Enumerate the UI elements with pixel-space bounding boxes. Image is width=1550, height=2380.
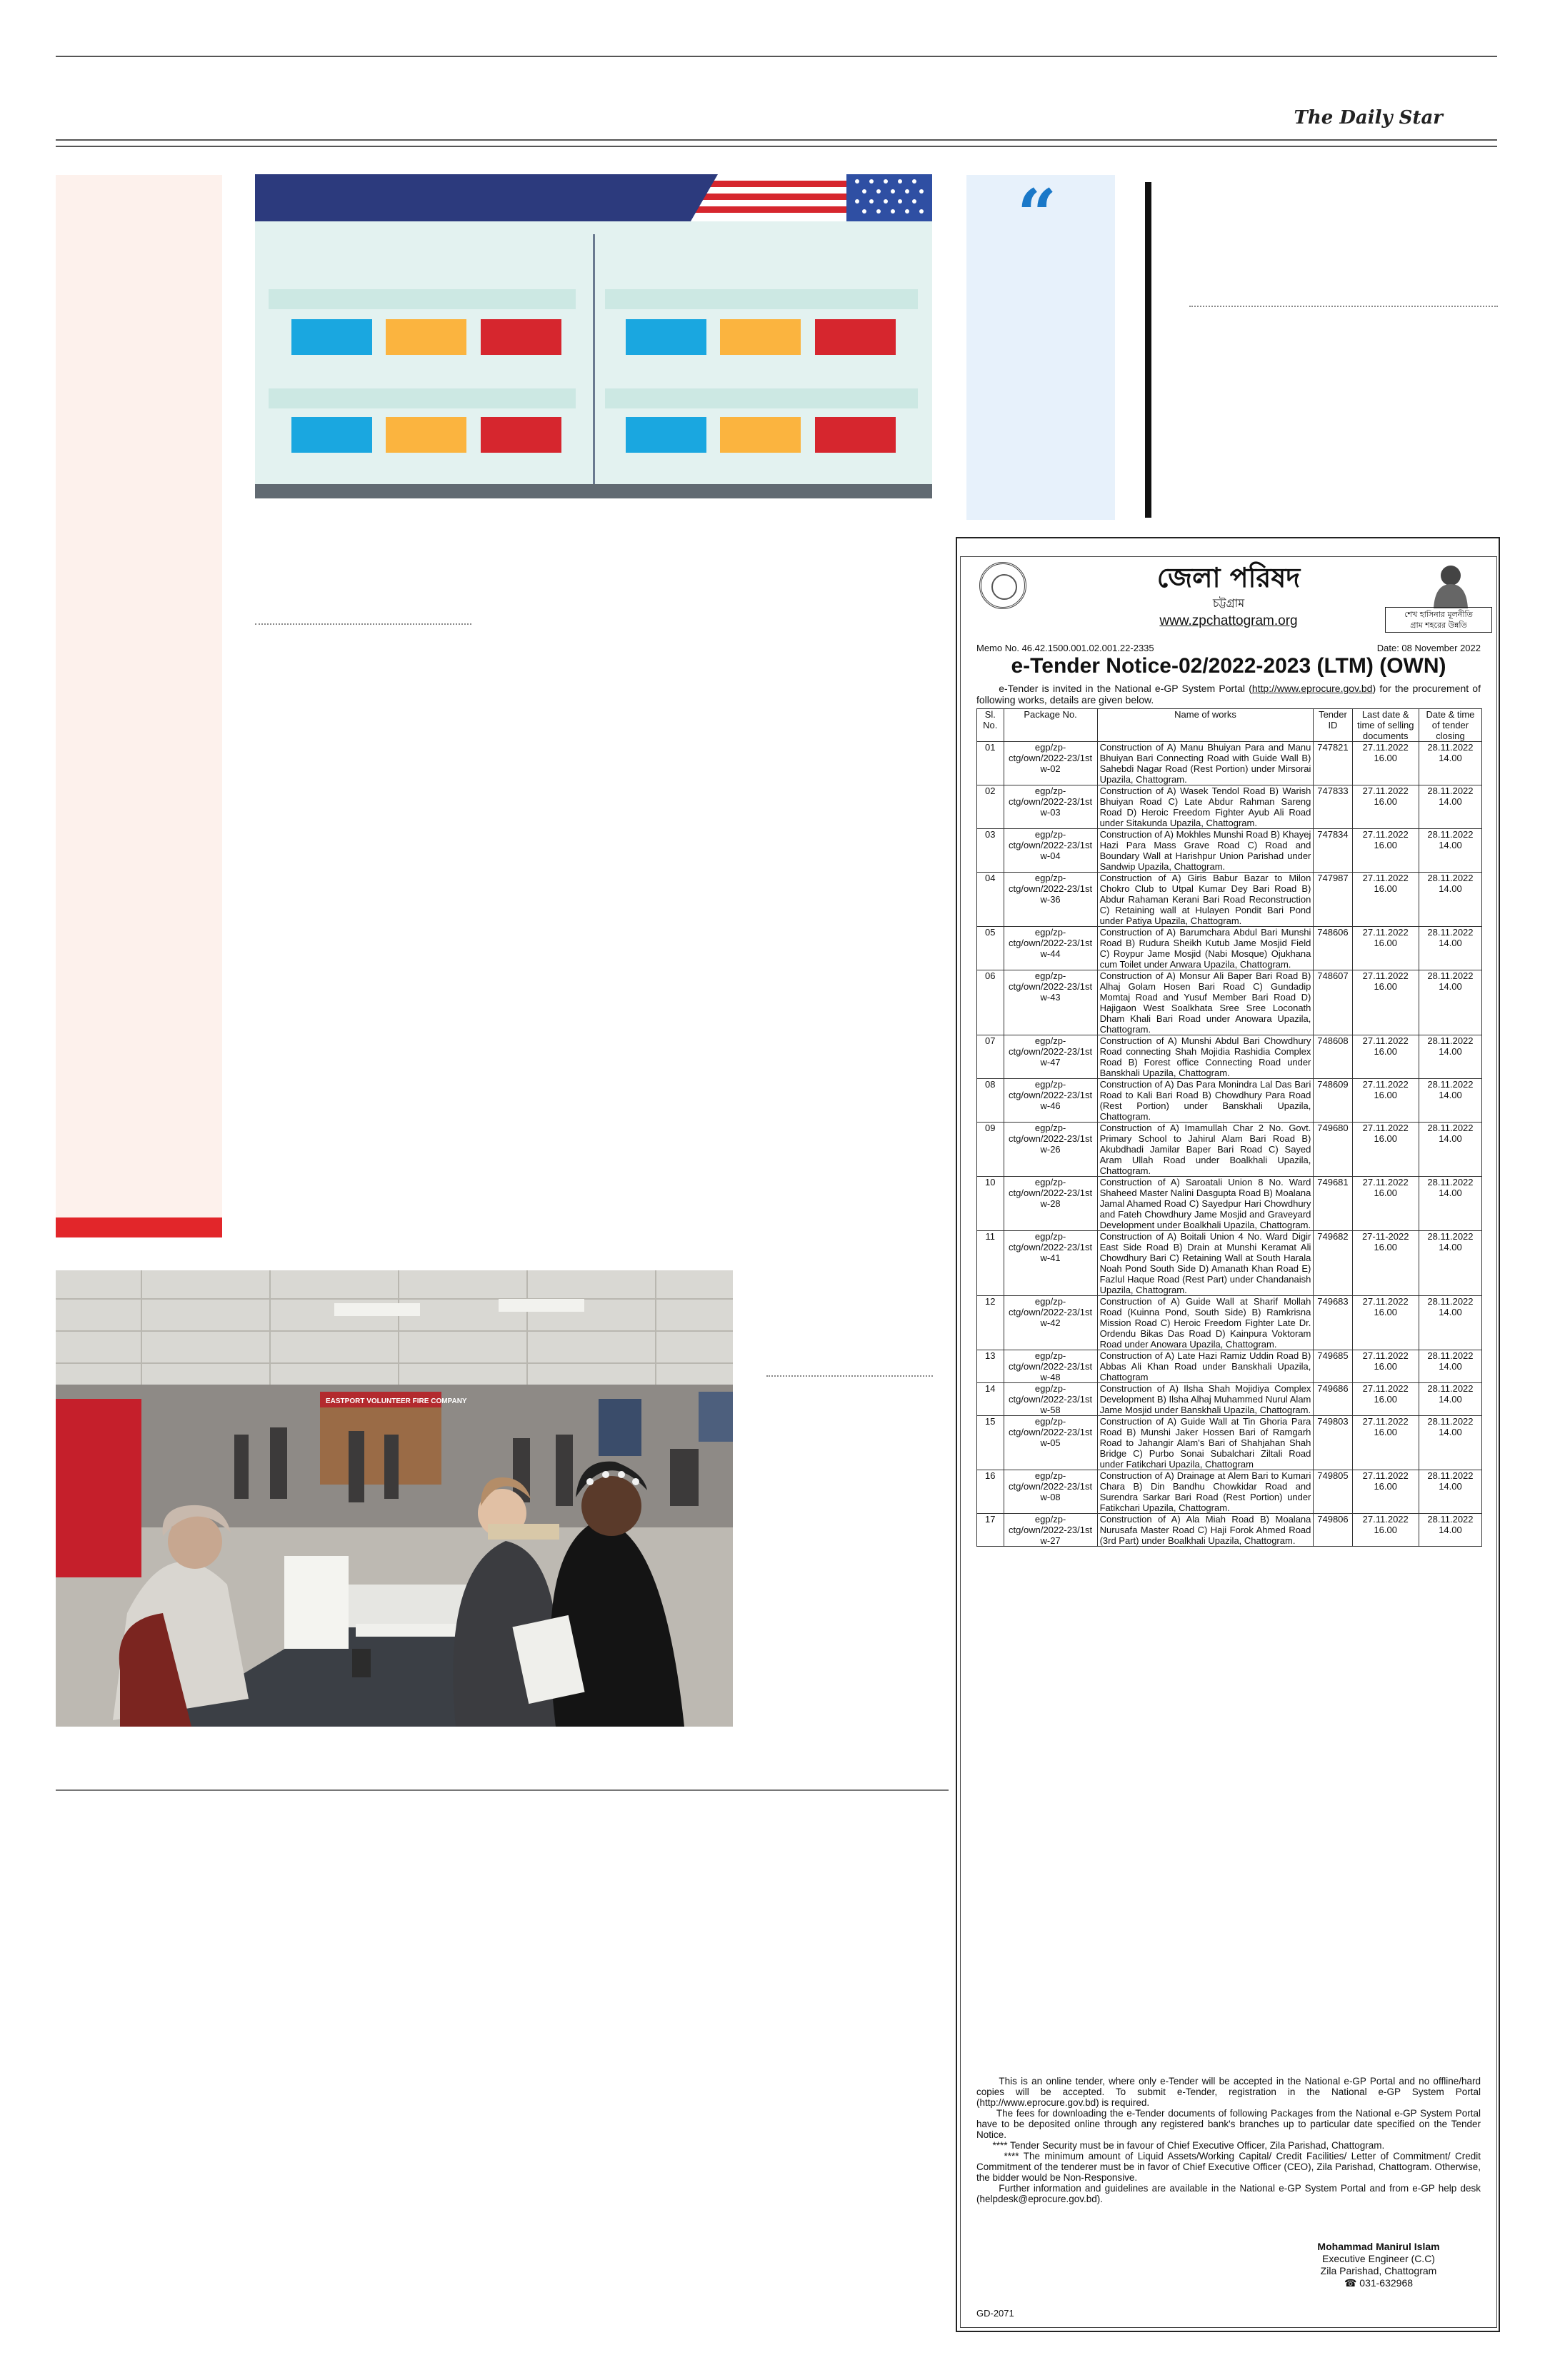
serial-cell: 05 bbox=[977, 927, 1004, 970]
sidebar-panel bbox=[56, 175, 222, 1217]
news-photo bbox=[56, 1270, 733, 1727]
note-paragraph bbox=[976, 2183, 1481, 2204]
signatory-name: Mohammad Manirul Islam bbox=[1317, 2241, 1440, 2252]
selling-date-cell: 27.11.2022 16.00 bbox=[1352, 1035, 1419, 1079]
note-text: The fees for downloading the e-Tender documents of following Packages from the National e-GP System Portal have to be deposited online through any registered bank's branches up to particular date specified on the Tender Notice. bbox=[976, 2108, 1481, 2140]
closing-date-cell: 28.11.2022 14.00 bbox=[1419, 873, 1481, 927]
work-name-cell: Construction of A) Drainage at Alem Bari to Kumari Chara B) Din Bandhu Chowkidar Road and Surendra Sarkar Bari Road (Rest Portion) under Fatikchari Upazila, Chattogram. bbox=[1097, 1470, 1314, 1514]
package-cell: egp/zp-ctg/own/2022-23/1st w-05 bbox=[1004, 1416, 1097, 1470]
serial-cell: 01 bbox=[977, 742, 1004, 785]
quote-mark-icon: “ bbox=[1017, 174, 1057, 255]
selling-date-cell: 27.11.2022 16.00 bbox=[1352, 742, 1419, 785]
signatory bbox=[1282, 2241, 1475, 2289]
package-cell: egp/zp-ctg/own/2022-23/1st w-02 bbox=[1004, 742, 1097, 785]
note-text: **** Tender Security must be in favour of Chief Executive Officer, Zila Parishad, Chattogram. bbox=[992, 2140, 1385, 2151]
selling-date-cell: 27.11.2022 16.00 bbox=[1352, 829, 1419, 873]
serial-cell: 08 bbox=[977, 1079, 1004, 1123]
work-name-cell: Construction of A) Guide Wall at Sharif Mollah Road (Kuinna Pond, South Side) B) Ramkrisna Mission Road C) Heroic Freedom Fighter Late Dr. Ordendu Bikas Das Road D) Kainpura Voktoram Road under Anowara Upazila, Chattogram. bbox=[1097, 1296, 1314, 1350]
package-cell: egp/zp-ctg/own/2022-23/1st w-43 bbox=[1004, 970, 1097, 1035]
tender-id-cell: 748606 bbox=[1314, 927, 1352, 970]
us-flag-graphic bbox=[675, 174, 932, 221]
infographic-block-blue bbox=[626, 417, 706, 453]
tender-table bbox=[976, 708, 1482, 1547]
serial-cell: 02 bbox=[977, 785, 1004, 829]
infographic-row-band bbox=[269, 289, 576, 309]
serial-cell: 09 bbox=[977, 1123, 1004, 1177]
table-row bbox=[977, 1177, 1482, 1231]
package-cell: egp/zp-ctg/own/2022-23/1st w-41 bbox=[1004, 1231, 1097, 1296]
eprocure-link[interactable]: http://www.eprocure.gov.bd bbox=[1251, 683, 1373, 694]
top-rule bbox=[56, 56, 1497, 57]
column-header: Tender ID bbox=[1314, 709, 1352, 742]
table-row bbox=[977, 927, 1482, 970]
selling-date-cell: 27.11.2022 16.00 bbox=[1352, 785, 1419, 829]
table-header-row bbox=[977, 709, 1482, 742]
infographic-block-blue bbox=[291, 417, 372, 453]
selling-date-cell: 27.11.2022 16.00 bbox=[1352, 1383, 1419, 1416]
package-cell: egp/zp-ctg/own/2022-23/1st w-46 bbox=[1004, 1079, 1097, 1123]
serial-cell: 10 bbox=[977, 1177, 1004, 1231]
notice-title: e-Tender Notice-02/2022-2023 (LTM) (OWN) bbox=[1011, 654, 1446, 678]
closing-date-cell: 28.11.2022 14.00 bbox=[1419, 829, 1481, 873]
package-cell: egp/zp-ctg/own/2022-23/1st w-47 bbox=[1004, 1035, 1097, 1079]
notice-date: Date: 08 November 2022 bbox=[1376, 643, 1481, 653]
package-cell: egp/zp-ctg/own/2022-23/1st w-03 bbox=[1004, 785, 1097, 829]
infographic-divider bbox=[593, 234, 595, 484]
column-header: Date & time of tender closing bbox=[1419, 709, 1481, 742]
tender-id-cell: 749806 bbox=[1314, 1514, 1352, 1547]
masthead-logo: The Daily Star bbox=[1294, 107, 1443, 129]
quote-vertical-bar bbox=[1145, 182, 1151, 518]
tender-id-cell: 747834 bbox=[1314, 829, 1352, 873]
package-cell: egp/zp-ctg/own/2022-23/1st w-44 bbox=[1004, 927, 1097, 970]
infographic bbox=[255, 174, 932, 498]
table-row bbox=[977, 1350, 1482, 1383]
header-rule-1 bbox=[56, 139, 1497, 141]
table-row bbox=[977, 873, 1482, 927]
serial-cell: 17 bbox=[977, 1514, 1004, 1547]
work-name-cell: Construction of A) Guide Wall at Tin Ghoria Para Road B) Munshi Jaker Hossen Bari of Ramgarh Road to Jahangir Alam's Bari of Shahjahan Shah Bridge C) Purbo Sonai Subalchari Ziltali Road under Fatikchari Upazila, Chattogram bbox=[1097, 1416, 1314, 1470]
selling-date-cell: 27.11.2022 16.00 bbox=[1352, 873, 1419, 927]
infographic-block-red bbox=[481, 417, 561, 453]
serial-cell: 15 bbox=[977, 1416, 1004, 1470]
memo-line bbox=[976, 643, 1481, 653]
closing-date-cell: 28.11.2022 14.00 bbox=[1419, 1514, 1481, 1547]
table-row bbox=[977, 829, 1482, 873]
closing-date-cell: 28.11.2022 14.00 bbox=[1419, 1416, 1481, 1470]
closing-date-cell: 28.11.2022 14.00 bbox=[1419, 742, 1481, 785]
infographic-block-red bbox=[481, 319, 561, 355]
tender-id-cell: 749686 bbox=[1314, 1383, 1352, 1416]
closing-date-cell: 28.11.2022 14.00 bbox=[1419, 1296, 1481, 1350]
tender-id-cell: 749680 bbox=[1314, 1123, 1352, 1177]
work-name-cell: Construction of A) Giris Babur Bazar to Milon Chokro Club to Utpal Kumar Dey Bari Road B) Abdur Rahaman Kerani Bari Road Reconstruction C) Retaining wall at Hulayen Pondit Bari Pond under Patiya Upazila, Chattogram. bbox=[1097, 873, 1314, 927]
selling-date-cell: 27.11.2022 16.00 bbox=[1352, 1350, 1419, 1383]
work-name-cell: Construction of A) Manu Bhuiyan Para and Manu Bhuiyan Bari Connecting Road with Guide Wall B) Sahebdi Nagar Road (Rest Portion) under Mirsorai Upazila, Chattogram. bbox=[1097, 742, 1314, 785]
infographic-block-yellow bbox=[720, 417, 801, 453]
signatory-office: Zila Parishad, Chattogram bbox=[1320, 2265, 1437, 2276]
infographic-block-blue bbox=[291, 319, 372, 355]
infographic-block-red bbox=[815, 319, 896, 355]
slogan-line: গ্রাম শহরের উন্নতি bbox=[1410, 621, 1467, 630]
work-name-cell: Construction of A) Imamullah Char 2 No. Govt. Primary School to Jahirul Alam Bari Road B) Akubdhadi Jamilar Baper Bari Road C) Sayed Aram Ullah Road under Boalkhali Upazila, Chattogram. bbox=[1097, 1123, 1314, 1177]
table-row bbox=[977, 1383, 1482, 1416]
slogan-line: শেখ হাসিনার মূলনীতি bbox=[1404, 610, 1473, 619]
tender-id-cell: 749683 bbox=[1314, 1296, 1352, 1350]
work-name-cell: Construction of A) Late Hazi Ramiz Uddin Road B) Abbas Ali Khan Road under Banskhali Upazila, Chattogram bbox=[1097, 1350, 1314, 1383]
dotted-separator bbox=[255, 623, 471, 625]
serial-cell: 13 bbox=[977, 1350, 1004, 1383]
table-row bbox=[977, 742, 1482, 785]
serial-cell: 11 bbox=[977, 1231, 1004, 1296]
closing-date-cell: 28.11.2022 14.00 bbox=[1419, 1350, 1481, 1383]
column-header: Name of works bbox=[1097, 709, 1314, 742]
tender-rows bbox=[977, 742, 1482, 1547]
selling-date-cell: 27.11.2022 16.00 bbox=[1352, 1514, 1419, 1547]
closing-date-cell: 28.11.2022 14.00 bbox=[1419, 1177, 1481, 1231]
package-cell: egp/zp-ctg/own/2022-23/1st w-08 bbox=[1004, 1470, 1097, 1514]
selling-date-cell: 27.11.2022 16.00 bbox=[1352, 927, 1419, 970]
office-title: জেলা পরিষদ bbox=[1156, 562, 1301, 593]
column-header: Package No. bbox=[1004, 709, 1097, 742]
table-row bbox=[977, 1296, 1482, 1350]
work-name-cell: Construction of A) Wasek Tendol Road B) Warish Bhuiyan Road C) Late Abdur Rahman Sareng Road D) Heroic Freedom Fighter Ayub Ali Road under Sitakunda Upazila, Chattogram. bbox=[1097, 785, 1314, 829]
tender-id-cell: 749803 bbox=[1314, 1416, 1352, 1470]
dotted-separator bbox=[1189, 306, 1498, 307]
note-paragraph bbox=[976, 2140, 1481, 2151]
tender-id-cell: 749805 bbox=[1314, 1470, 1352, 1514]
column-header: Sl. No. bbox=[977, 709, 1004, 742]
infographic-block-red bbox=[815, 417, 896, 453]
selling-date-cell: 27.11.2022 16.00 bbox=[1352, 1079, 1419, 1123]
selling-date-cell: 27.11.2022 16.00 bbox=[1352, 1177, 1419, 1231]
work-name-cell: Construction of A) Ala Miah Road B) Moalana Nurusafa Master Road C) Haji Forok Ahmed Road (3rd Part) under Boalkhali Upazila, Chattogram. bbox=[1097, 1514, 1314, 1547]
closing-date-cell: 28.11.2022 14.00 bbox=[1419, 970, 1481, 1035]
closing-date-cell: 28.11.2022 14.00 bbox=[1419, 785, 1481, 829]
dotted-separator bbox=[766, 1375, 933, 1377]
header-rule-2 bbox=[56, 146, 1497, 147]
serial-cell: 04 bbox=[977, 873, 1004, 927]
serial-cell: 06 bbox=[977, 970, 1004, 1035]
tender-id-cell: 748607 bbox=[1314, 970, 1352, 1035]
sidebar-red-bar bbox=[56, 1217, 222, 1237]
ad-header bbox=[961, 561, 1496, 629]
work-name-cell: Construction of A) Ilsha Shah Mojidiya Complex Development B) Ilsha Alhaj Muhammed Nurul Alam Jame Mosjid under Banskhali Upazila, Chattogram. bbox=[1097, 1383, 1314, 1416]
tender-id-cell: 747987 bbox=[1314, 873, 1352, 927]
selling-date-cell: 27-11-2022 16.00 bbox=[1352, 1231, 1419, 1296]
work-name-cell: Construction of A) Saroatali Union 8 No. Ward Shaheed Master Nalini Dasgupta Road B) Moalana Jamal Ahamed Road C) Sayedpur Hari Chowdhury and Fateh Chowdhury Jame Mosjid and Graveyard Development under Boalkhali Upazila, Chattogram. bbox=[1097, 1177, 1314, 1231]
package-cell: egp/zp-ctg/own/2022-23/1st w-27 bbox=[1004, 1514, 1097, 1547]
serial-cell: 16 bbox=[977, 1470, 1004, 1514]
tender-id-cell: 748609 bbox=[1314, 1079, 1352, 1123]
infographic-footer-band bbox=[255, 484, 932, 498]
table-row bbox=[977, 785, 1482, 829]
serial-cell: 03 bbox=[977, 829, 1004, 873]
tender-id-cell: 747833 bbox=[1314, 785, 1352, 829]
note-text: **** The minimum amount of Liquid Assets/Working Capital/ Credit Facilities/ Letter of Commitment/ Credit Commitment of the tenderer must be in favor of Chief Executive Officer (CEO), Zila Parishad, Chattogram. Otherwise, the bidder would be Non-Responsive. bbox=[976, 2151, 1481, 2183]
package-cell: egp/zp-ctg/own/2022-23/1st w-28 bbox=[1004, 1177, 1097, 1231]
serial-cell: 12 bbox=[977, 1296, 1004, 1350]
tender-id-cell: 749682 bbox=[1314, 1231, 1352, 1296]
fire-company-sign: EASTPORT VOLUNTEER FIRE COMPANY bbox=[326, 1397, 467, 1405]
selling-date-cell: 27.11.2022 16.00 bbox=[1352, 1416, 1419, 1470]
intro-text: ) for the procurement of following works, details are given below. bbox=[976, 683, 1481, 706]
gd-number: GD-2071 bbox=[976, 2308, 1014, 2319]
selling-date-cell: 27.11.2022 16.00 bbox=[1352, 1470, 1419, 1514]
table-row bbox=[977, 1470, 1482, 1514]
table-row bbox=[977, 1416, 1482, 1470]
website-link[interactable]: www.zpchattogram.org bbox=[1159, 613, 1298, 628]
table-row bbox=[977, 970, 1482, 1035]
note-paragraph bbox=[976, 2151, 1481, 2183]
work-name-cell: Construction of A) Munshi Abdul Bari Chowdhury Road connecting Shah Mojidia Rashidia Complex Road B) Forest office Connecting Road under Banskhali Upazila, Chattogram. bbox=[1097, 1035, 1314, 1079]
work-name-cell: Construction of A) Monsur Ali Baper Bari Road B) Alhaj Golam Hosen Bari Road C) Gundadip Momtaj Road and Yusuf Member Bari Road D) Hajigaon West Soalkhata Sree Sree Loconath Dham Khali Bari Road under Anowara Upazila, Chattogram. bbox=[1097, 970, 1314, 1035]
selling-date-cell: 27.11.2022 16.00 bbox=[1352, 1123, 1419, 1177]
note-paragraph bbox=[976, 2076, 1481, 2108]
intro-text: e-Tender is invited in the National e-GP System Portal ( bbox=[999, 683, 1252, 694]
signatory-phone: ☎ 031-632968 bbox=[1344, 2277, 1414, 2289]
infographic-block-yellow bbox=[386, 417, 466, 453]
tender-id-cell: 749681 bbox=[1314, 1177, 1352, 1231]
serial-cell: 14 bbox=[977, 1383, 1004, 1416]
package-cell: egp/zp-ctg/own/2022-23/1st w-26 bbox=[1004, 1123, 1097, 1177]
infographic-block-yellow bbox=[386, 319, 466, 355]
tender-id-cell: 748608 bbox=[1314, 1035, 1352, 1079]
package-cell: egp/zp-ctg/own/2022-23/1st w-48 bbox=[1004, 1350, 1097, 1383]
table-row bbox=[977, 1514, 1482, 1547]
tender-advertisement bbox=[960, 556, 1497, 2328]
infographic-block-yellow bbox=[720, 319, 801, 355]
closing-date-cell: 28.11.2022 14.00 bbox=[1419, 1123, 1481, 1177]
table-row bbox=[977, 1123, 1482, 1177]
infographic-block-blue bbox=[626, 319, 706, 355]
polling-station-photo bbox=[56, 1270, 733, 1727]
column-header: Last date & time of selling documents bbox=[1352, 709, 1419, 742]
signatory-title: Executive Engineer (C.C) bbox=[1322, 2253, 1435, 2264]
tender-id-cell: 747821 bbox=[1314, 742, 1352, 785]
note-paragraph bbox=[976, 2108, 1481, 2140]
serial-cell: 07 bbox=[977, 1035, 1004, 1079]
memo-number: Memo No. 46.42.1500.001.02.001.22-2335 bbox=[976, 643, 1154, 653]
infographic-row-band bbox=[269, 388, 576, 408]
selling-date-cell: 27.11.2022 16.00 bbox=[1352, 970, 1419, 1035]
tender-id-cell: 749685 bbox=[1314, 1350, 1352, 1383]
table-row bbox=[977, 1079, 1482, 1123]
district-name: চট্টগ্রাম bbox=[1212, 596, 1245, 610]
work-name-cell: Construction of A) Das Para Monindra Lal Das Bari Road to Kali Bari Road B) Chowdhury Para Road (Rest Portion) under Banskhali Upazila, Chattogram. bbox=[1097, 1079, 1314, 1123]
note-text: This is an online tender, where only e-Tender will be accepted in the National e-GP Portal and no offline/hard copies will be accepted. To submit e-Tender, registration in the National e-GP System Portal (http://www.eprocure.gov.bd) is required. bbox=[976, 2076, 1481, 2108]
table-row bbox=[977, 1035, 1482, 1079]
tender-notes bbox=[976, 2076, 1481, 2204]
closing-date-cell: 28.11.2022 14.00 bbox=[1419, 1079, 1481, 1123]
selling-date-cell: 27.11.2022 16.00 bbox=[1352, 1296, 1419, 1350]
work-name-cell: Construction of A) Mokhles Munshi Road B) Khayej Hazi Para Mass Grave Road C) Road and Boundary Wall at Harishpur Union Parishad under Sandwip Upazila, Chattogram. bbox=[1097, 829, 1314, 873]
package-cell: egp/zp-ctg/own/2022-23/1st w-36 bbox=[1004, 873, 1097, 927]
closing-date-cell: 28.11.2022 14.00 bbox=[1419, 1470, 1481, 1514]
work-name-cell: Construction of A) Boitali Union 4 No. Ward Digir East Side Road B) Drain at Munshi Keramat Ali Chowdhury Bari C) Retaining Wall at South Harala Noah Pond South Side D) Amanath Khan Road E) Fazlul Haque Road (Rest Part) under Chandanaish Upazila, Chattogram. bbox=[1097, 1231, 1314, 1296]
package-cell: egp/zp-ctg/own/2022-23/1st w-58 bbox=[1004, 1383, 1097, 1416]
table-row bbox=[977, 1231, 1482, 1296]
infographic-row-band bbox=[605, 289, 918, 309]
closing-date-cell: 28.11.2022 14.00 bbox=[1419, 1035, 1481, 1079]
package-cell: egp/zp-ctg/own/2022-23/1st w-42 bbox=[1004, 1296, 1097, 1350]
package-cell: egp/zp-ctg/own/2022-23/1st w-04 bbox=[1004, 829, 1097, 873]
notice-intro bbox=[976, 683, 1481, 706]
closing-date-cell: 28.11.2022 14.00 bbox=[1419, 927, 1481, 970]
note-text: Further information and guidelines are available in the National e-GP System Portal and from e-GP help desk (helpdesk@eprocure.gov.bd). bbox=[976, 2183, 1481, 2204]
closing-date-cell: 28.11.2022 14.00 bbox=[1419, 1231, 1481, 1296]
closing-date-cell: 28.11.2022 14.00 bbox=[1419, 1383, 1481, 1416]
section-rule bbox=[56, 1789, 949, 1791]
work-name-cell: Construction of A) Barumchara Abdul Bari Munshi Road B) Rudura Sheikh Kutub Jame Mosjid Field C) Roypur Jame Mosjid (Nabi Mosque) Ojukhana cum Toilet under Anwara Upazila, Chattogram. bbox=[1097, 927, 1314, 970]
infographic-row-band bbox=[605, 388, 918, 408]
signature-block bbox=[961, 2241, 1496, 2289]
